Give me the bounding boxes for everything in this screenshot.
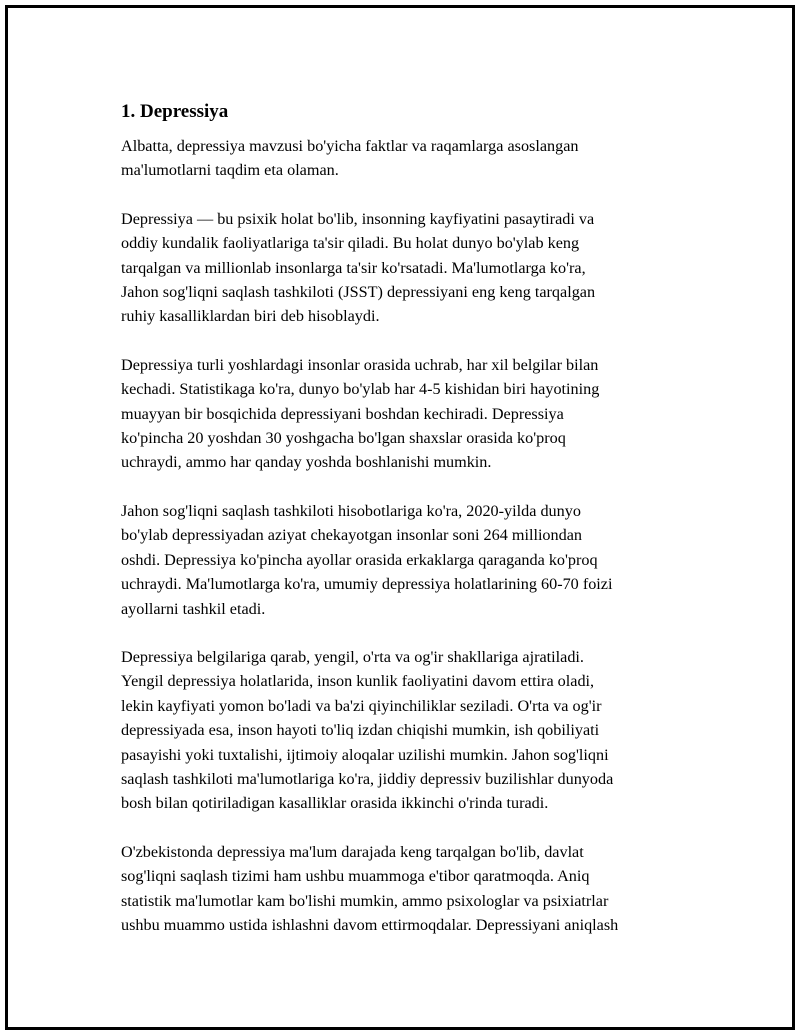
text-line: Jahon sog'liqni saqlash tashkiloti hisobotlariga ko'ra, 2020-yilda dunyo bbox=[121, 501, 581, 520]
text-line: ruhiy kasalliklardan biri deb hisoblaydi. bbox=[121, 307, 380, 326]
paragraph bbox=[121, 499, 701, 621]
paragraph bbox=[121, 207, 701, 329]
text-line: tarqalgan va millionlab insonlarga ta'sir ko'rsatadi. Ma'lumotlarga ko'ra, bbox=[121, 258, 586, 277]
text-line: Depressiya turli yoshlardagi insonlar orasida uchrab, har xil belgilar bilan bbox=[121, 355, 599, 374]
text-line: muayyan bir bosqichida depressiyani boshdan kechiradi. Depressiya bbox=[121, 404, 564, 423]
text-line: lekin kayfiyati yomon bo'ladi va ba'zi qiyinchiliklar seziladi. O'rta va og'ir bbox=[121, 696, 602, 715]
text-line: uchraydi. Ma'lumotlarga ko'ra, umumiy depressiya holatlarining 60-70 foizi bbox=[121, 575, 613, 594]
document-title: 1. Depressiya bbox=[121, 101, 229, 122]
document-content bbox=[121, 98, 701, 961]
text-line: pasayishi yoki tuxtalishi, ijtimoiy aloqalar uzilishi mumkin. Jahon sog'liqni bbox=[121, 745, 609, 764]
document-page bbox=[5, 5, 795, 1030]
text-line: Yengil depressiya holatlarida, inson kunlik faoliyatini davom ettira oladi, bbox=[121, 672, 595, 691]
text-line: O'zbekistonda depressiya ma'lum darajada keng tarqalgan bo'lib, davlat bbox=[121, 842, 584, 861]
text-line: ushbu muammo ustida ishlashni davom ettirmoqdalar. Depressiyani aniqlash bbox=[121, 915, 619, 934]
text-line: Depressiya belgilariga qarab, yengil, o'rta va og'ir shakllariga ajratiladi. bbox=[121, 647, 584, 666]
text-line: Depressiya — bu psixik holat bo'lib, insonning kayfiyatini pasaytiradi va bbox=[121, 209, 595, 228]
text-line: ayollarni tashkil etadi. bbox=[121, 599, 266, 618]
text-line: uchraydi, ammo har qanday yoshda boshlanishi mumkin. bbox=[121, 453, 492, 472]
paragraph bbox=[121, 134, 701, 183]
text-line: bo'ylab depressiyadan aziyat chekayotgan insonlar soni 264 milliondan bbox=[121, 526, 582, 545]
text-line: kechadi. Statistikaga ko'ra, dunyo bo'ylab har 4-5 kishidan biri hayotining bbox=[121, 380, 600, 399]
text-line: depressiyada esa, inson hayoti to'liq izdan chiqishi mumkin, ish qobiliyati bbox=[121, 721, 600, 740]
text-line: oddiy kundalik faoliyatlariga ta'sir qiladi. Bu holat dunyo bo'ylab keng bbox=[121, 234, 580, 253]
paragraph bbox=[121, 353, 701, 475]
text-line: ko'pincha 20 yoshdan 30 yoshgacha bo'lgan shaxslar orasida ko'proq bbox=[121, 429, 566, 448]
text-line: oshdi. Depressiya ko'pincha ayollar orasida erkaklarga qaraganda ko'proq bbox=[121, 550, 598, 569]
text-line: Albatta, depressiya mavzusi bo'yicha faktlar va raqamlarga asoslangan bbox=[121, 137, 579, 155]
paragraph bbox=[121, 645, 701, 816]
text-line: ma'lumotlarni taqdim eta olaman. bbox=[121, 161, 339, 180]
text-line: sog'liqni saqlash tizimi ham ushbu muammoga e'tibor qaratmoqda. Aniq bbox=[121, 867, 590, 886]
paragraph bbox=[121, 840, 701, 938]
text-line: statistik ma'lumotlar kam bo'lishi mumkin, ammo psixologlar va psixiatrlar bbox=[121, 891, 609, 910]
text-line: saqlash tashkiloti ma'lumotlariga ko'ra, jiddiy depressiv buzilishlar dunyoda bbox=[121, 769, 614, 788]
text-line: bosh bilan qotiriladigan kasalliklar orasida ikkinchi o'rinda turadi. bbox=[121, 794, 549, 813]
text-line: Jahon sog'liqni saqlash tashkiloti (JSST) depressiyani eng keng tarqalgan bbox=[121, 283, 596, 302]
